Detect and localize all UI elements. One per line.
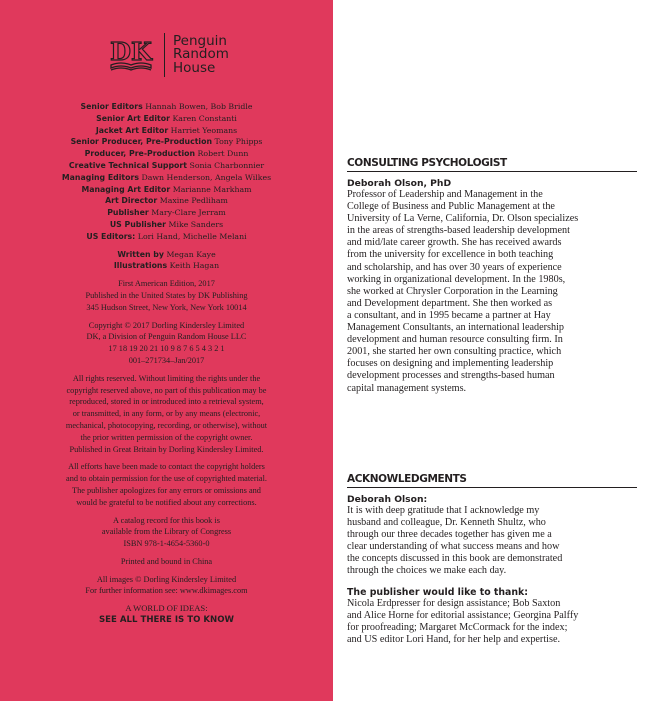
about-panel — [333, 0, 656, 701]
publisher-logo — [108, 32, 229, 78]
dk-letters: DK — [110, 37, 152, 66]
thanks-line: and US editor Lori Hand, for her help and expertise. — [347, 633, 561, 645]
credit-names: Megan Kaye — [166, 249, 216, 259]
credit-role: Written by — [117, 249, 164, 259]
credit-line — [14, 231, 319, 243]
acknowledgment-author: Deborah Olson: — [347, 494, 428, 505]
rights-line: reproduced, stored in or introduced into a retrieval system, — [69, 397, 264, 407]
edition-line: 345 Hudson Street, New York, New York 10014 — [86, 302, 247, 312]
rights-line: Published in Great Britain by Dorling Kindersley Limited. — [69, 444, 264, 454]
credit-names: Dawn Henderson, Angela Wilkes — [141, 172, 272, 182]
efforts-line: The publisher apologizes for any errors or omissions and — [72, 485, 261, 495]
credit-line — [14, 101, 319, 113]
wordmark-line: Random — [173, 46, 229, 63]
bio-line: College of Business and Public Management at the — [347, 201, 555, 213]
credit-names: Keith Hagan — [169, 261, 220, 271]
rights-line: mechanical, photocopying, recording, or otherwise), without — [65, 420, 268, 430]
bio-line: she worked at Chrysler Corporation in the Learning — [347, 285, 558, 297]
thanks-line: Nicola Erdpresser for design assistance; Bob Saxton — [347, 597, 561, 609]
ack-line: It is with deep gratitude that I acknowledge my — [347, 505, 540, 516]
images-line: All images © Dorling Kindersley Limited — [96, 574, 237, 584]
isbn-line: ISBN 978-1-4654-5360-0 — [123, 539, 210, 549]
consultant-name: Deborah Olson, PhD — [347, 178, 452, 189]
tagline-bottom: SEE ALL THERE IS TO KNOW — [98, 615, 235, 626]
bio-line: focuses on designing and implementing leadership — [347, 358, 554, 370]
copyright-line: DK, a Division of Penguin Random House LLC — [86, 332, 247, 342]
credits-block — [14, 101, 319, 627]
credit-names: Harriet Yeomans — [170, 125, 238, 135]
rights-line: the prior written permission of the copyright owner. — [80, 432, 253, 442]
wordmark-line: House — [173, 59, 216, 76]
bio-line: Management Consultants, an international leadership — [347, 322, 564, 334]
bio-line: Professor of Leadership and Management in the — [347, 189, 543, 200]
credit-line — [14, 113, 319, 125]
thanks-line: for proofreading; Margaret McCormack for the index; — [347, 621, 568, 633]
author-line — [14, 249, 319, 261]
credit-line — [14, 172, 319, 184]
credit-names: Marianne Markham — [172, 184, 252, 194]
credit-role: Managing Editors — [61, 172, 139, 182]
section-heading: ACKNOWLEDGMENTS — [347, 473, 637, 488]
rights-line: All rights reserved. Without limiting the rights under the — [72, 373, 261, 383]
ack-line: husband and colleague, Dr. Kenneth Shultz, who — [347, 517, 546, 529]
bio-line: and scholarship, and has over 30 years of experience — [347, 261, 562, 273]
ack-line: clear understanding of what success means and how — [347, 541, 560, 553]
ack-line: the concepts discussed in this book are demonstrated — [347, 553, 563, 565]
credit-role: Publisher — [107, 208, 149, 218]
credit-names: Tony Phipps — [214, 137, 263, 147]
wordmark-line: Penguin — [173, 32, 227, 49]
bio-line: working in organizational development. In the 1980s, — [347, 273, 566, 285]
bio-line: 2001, she started her own consulting practice, which — [347, 346, 562, 358]
logo-divider — [164, 33, 165, 77]
credit-names: Mary-Clare Jerram — [151, 208, 226, 218]
bio-line: a consultant, and in 1995 became a partner at Hay — [347, 309, 551, 321]
bio-line: development and human resource consulting firm. In — [347, 334, 563, 346]
thanks-line: and Alice Horne for editorial assistance; Georgina Palffy — [347, 609, 579, 621]
penguin-random-house-wordmark — [173, 32, 229, 76]
credit-role: Illustrations — [113, 261, 168, 271]
bio-line: in the areas of strengths-based leadership development — [347, 225, 570, 237]
credit-line — [14, 136, 319, 148]
catalog-line: A catalog record for this book is — [113, 515, 220, 525]
credit-role: Jacket Art Editor — [95, 125, 169, 135]
ack-line: through the choices we make each day. — [347, 565, 507, 577]
credit-role: Producer, Pre-Production — [84, 149, 196, 159]
credit-names: Mike Sanders — [168, 219, 224, 229]
edition-line: First American Edition, 2017 — [118, 279, 215, 289]
efforts-line: and to obtain permission for the use of copyrighted material. — [66, 474, 267, 484]
credit-role: US Publisher — [109, 219, 167, 229]
bio-line: capital management systems. — [347, 382, 467, 394]
publisher-thanks-heading: The publisher would like to thank: — [347, 586, 529, 598]
bio-line: University of La Verne, California, Dr. Olson specializes — [347, 213, 579, 225]
copyright-line: Copyright © 2017 Dorling Kindersley Limited — [88, 320, 245, 330]
tagline-top: A WORLD OF IDEAS: — [125, 603, 208, 614]
bio-line: and mid/late career growth. She has received awards — [347, 237, 562, 249]
copyright-line: 001–271734–Jan/2017 — [128, 355, 205, 365]
printed-line: Printed and bound in China — [120, 556, 213, 566]
efforts-line: would be grateful to be notified about any corrections. — [76, 497, 257, 507]
dk-logo — [108, 32, 154, 78]
images-line: For further information see: www.dkimages.com — [85, 586, 248, 596]
credit-names: Maxine Pedliham — [159, 196, 228, 206]
consulting-section — [347, 157, 637, 395]
author-line — [14, 260, 319, 272]
credit-line — [14, 219, 319, 231]
ack-line: through our three decades together has given me a — [347, 529, 552, 541]
acknowledgments-section — [347, 473, 637, 646]
credit-line — [14, 160, 319, 172]
credit-names: Sonia Charbonnier — [189, 160, 265, 170]
credit-names: Hannah Bowen, Bob Bridle — [145, 102, 253, 111]
bio-line: from the university for excellence in both teaching — [347, 249, 554, 261]
efforts-line: All efforts have been made to contact the copyright holders — [68, 462, 265, 472]
section-heading: CONSULTING PSYCHOLOGIST — [347, 157, 637, 172]
credit-role: Managing Art Editor — [81, 184, 171, 194]
bio-line: and Development department. She then worked as — [347, 297, 553, 309]
credit-role: Creative Technical Support — [68, 160, 187, 170]
copyright-line: 17 18 19 20 21 10 9 8 7 6 5 4 3 2 1 — [108, 344, 225, 354]
bio-line: development processes and strengths-based human — [347, 370, 555, 382]
credit-role: Senior Art Editor — [96, 113, 170, 123]
credit-names: Lori Hand, Michelle Melani — [137, 231, 247, 241]
credit-role: Senior Editors — [80, 102, 143, 111]
credit-line — [14, 125, 319, 137]
credit-line — [14, 148, 319, 160]
credit-role: US Editors: — [86, 231, 136, 241]
rights-line: copyright reserved above, no part of this publication may be — [66, 385, 267, 395]
rights-line: or transmitted, in any form, or by any means (electronic, — [72, 409, 261, 419]
credit-names: Karen Constanti — [172, 113, 237, 123]
credit-names: Robert Dunn — [197, 149, 249, 159]
credit-role: Art Director — [105, 196, 158, 206]
catalog-line: available from the Library of Congress — [101, 527, 232, 537]
credit-line — [14, 195, 319, 207]
acknowledgment-text — [347, 505, 637, 578]
credit-line — [14, 207, 319, 219]
publisher-thanks-text — [347, 598, 637, 646]
credit-line — [14, 184, 319, 196]
dk-book-icon — [108, 32, 154, 78]
consultant-bio — [347, 189, 637, 395]
edition-line: Published in the United States by DK Publishing — [85, 290, 248, 300]
credit-role: Senior Producer, Pre-Production — [70, 137, 212, 147]
